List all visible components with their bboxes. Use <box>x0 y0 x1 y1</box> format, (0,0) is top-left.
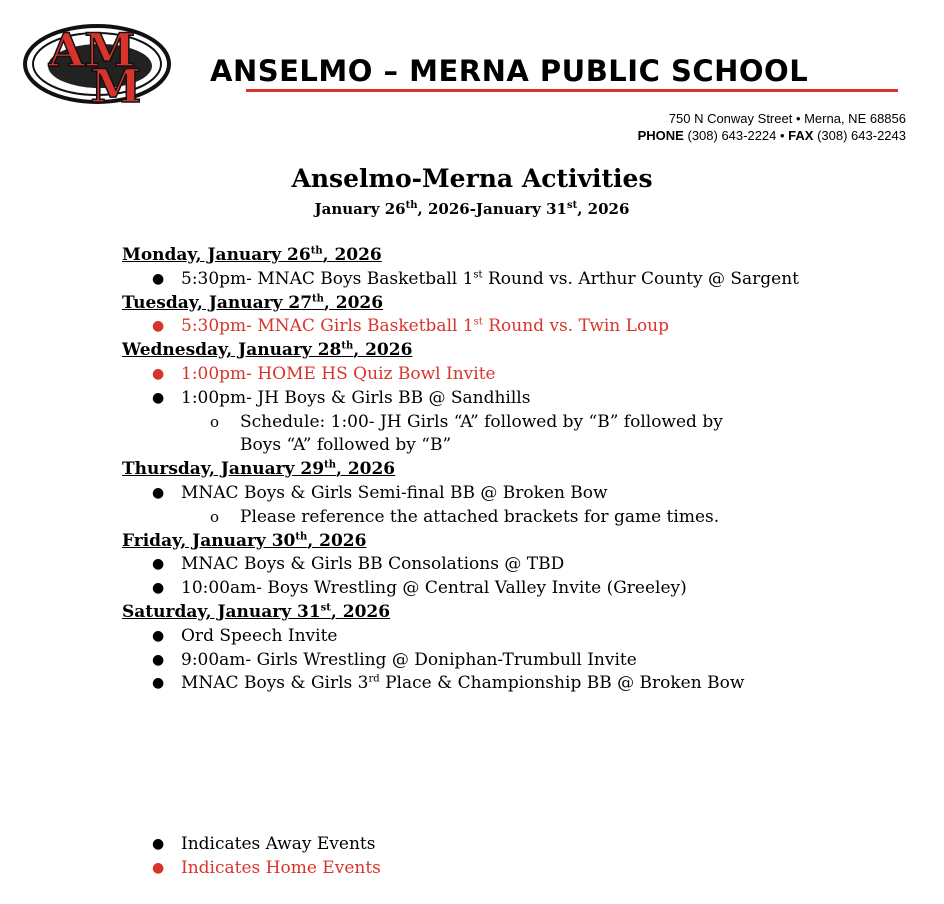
legend <box>122 832 381 880</box>
day-heading: Saturday, January 31st, 2026 <box>122 601 391 622</box>
away-event-item: ● 5:30pm- MNAC Boys Basketball 1st Round vs. Arthur County @ Sargent <box>122 268 842 292</box>
phone-label: PHONE <box>637 128 684 143</box>
event-text: 10:00am- Boys Wrestling @ Central Valley Invite (Greeley) <box>181 578 687 599</box>
event-text: Ord Speech Invite <box>181 625 338 646</box>
event-text: 9:00am- Girls Wrestling @ Doniphan-Trumbull Invite <box>181 649 637 670</box>
legend-away: ● Indicates Away Events <box>152 834 376 854</box>
circle-bullet-icon: o <box>210 412 220 431</box>
event-text: MNAC Boys & Girls BB Consolations @ TBD <box>181 554 565 575</box>
bullet-icon: ● <box>152 627 165 644</box>
contact-block <box>638 110 906 144</box>
day-heading: Thursday, January 29th, 2026 <box>122 459 396 480</box>
day-heading: Tuesday, January 27th, 2026 <box>122 292 384 313</box>
away-event-item <box>122 649 842 673</box>
fax-value: (308) 643-2243 <box>817 128 906 143</box>
bullet-icon: ● <box>152 318 165 335</box>
address-line: 750 N Conway Street • Merna, NE 68856 <box>668 111 906 126</box>
school-logo <box>22 18 172 110</box>
bullet-icon: ● <box>152 484 165 501</box>
away-event-item <box>122 482 842 506</box>
away-event-item <box>122 625 842 649</box>
logo-letter-m: M <box>90 59 142 110</box>
school-name: ANSELMO – MERNA PUBLIC SCHOOL <box>210 54 809 88</box>
away-event-item <box>122 577 842 601</box>
phone-value: (308) 643-2224 • <box>687 128 785 143</box>
schedule-list <box>122 244 842 696</box>
bullet-icon: ● <box>152 836 165 852</box>
away-event-item <box>122 553 842 577</box>
phone-fax-line <box>638 127 906 144</box>
bullet-icon: ● <box>152 556 165 573</box>
bullet-icon: ● <box>152 675 165 692</box>
circle-bullet-icon: o <box>210 507 220 526</box>
sub-event-item: o Please reference the attached brackets for game times. <box>122 506 740 530</box>
legend-home: ● Indicates Home Events <box>152 858 381 878</box>
bullet-icon: ● <box>152 389 165 406</box>
page-title: Anselmo-Merna Activities <box>291 164 653 193</box>
home-event-item: ● 5:30pm- MNAC Girls Basketball 1st Round vs. Twin Loup <box>122 315 842 339</box>
away-event-item <box>122 387 842 411</box>
bullet-icon: ● <box>152 365 165 382</box>
event-text: 1:00pm- HOME HS Quiz Bowl Invite <box>181 363 496 384</box>
day-heading: Friday, January 30th, 2026 <box>122 530 367 551</box>
day-heading: Monday, January 26th, 2026 <box>122 245 382 265</box>
home-event-item <box>122 363 842 387</box>
sub-event-item: o Schedule: 1:00- JH Girls “A” followed by “B” followed by Boys “A” followed by “B” <box>210 411 723 456</box>
fax-label: FAX <box>788 128 814 143</box>
bullet-icon: ● <box>152 860 165 876</box>
event-text: MNAC Boys & Girls Semi-final BB @ Broken Bow <box>181 482 608 503</box>
event-text: 1:00pm- JH Boys & Girls BB @ Sandhills <box>181 387 531 408</box>
bullet-icon: ● <box>152 270 165 287</box>
bullet-icon: ● <box>152 651 165 668</box>
logo-letter-a: AM <box>48 23 136 77</box>
day-heading: Wednesday, January 28th, 2026 <box>122 340 413 361</box>
date-range: January 26th, 2026-January 31st, 2026 <box>314 200 630 218</box>
away-event-item: ● MNAC Boys & Girls 3rd Place & Championship BB @ Broken Bow <box>122 672 842 696</box>
header-divider <box>246 89 898 92</box>
bullet-icon: ● <box>152 580 165 597</box>
